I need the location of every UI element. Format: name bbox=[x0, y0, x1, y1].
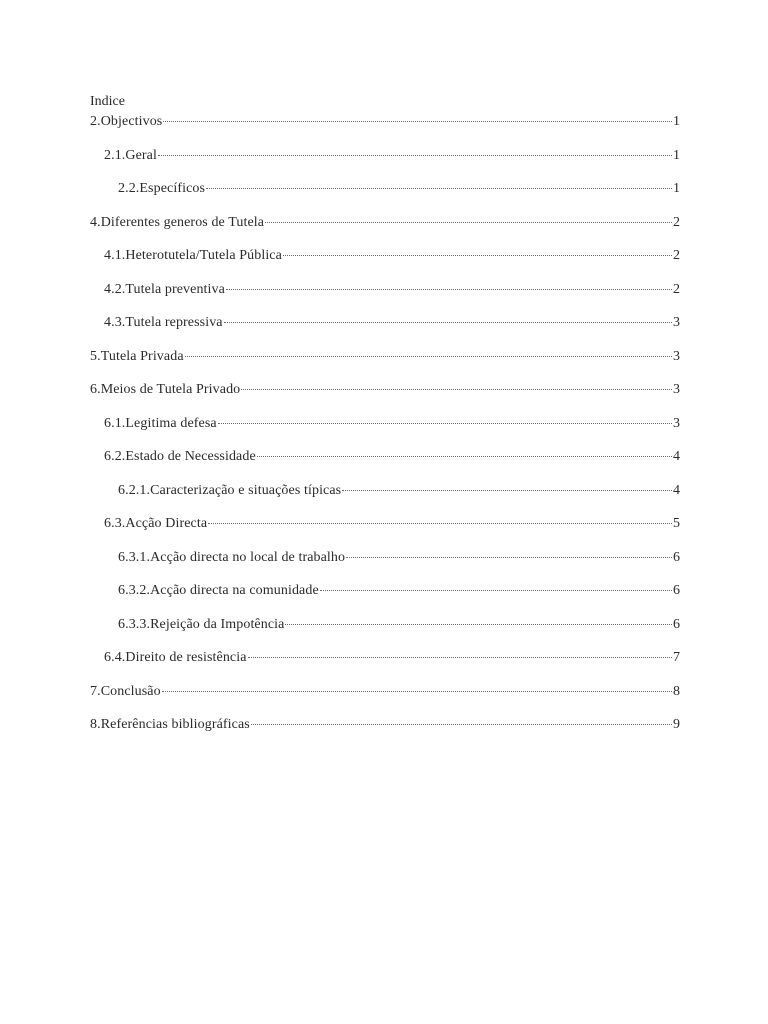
toc-heading: Indice bbox=[90, 94, 125, 109]
toc-entry-label: 7.Conclusão bbox=[90, 683, 161, 699]
toc-entry-page-number: 2 bbox=[673, 214, 680, 230]
toc-entry-page-number: 1 bbox=[673, 114, 680, 129]
toc-entry-16[interactable] bbox=[90, 616, 680, 650]
toc-dot-leader bbox=[224, 322, 672, 323]
toc-entry-label: 6.2.Estado de Necessidade bbox=[104, 449, 256, 464]
toc-entry-label: 8.Referências bibliográficas bbox=[90, 717, 250, 732]
toc-entry-19[interactable] bbox=[90, 716, 680, 750]
toc-entry-page-number: 3 bbox=[673, 415, 680, 431]
toc-entry-label: 6.4.Direito de resistência bbox=[104, 650, 247, 665]
toc-dot-leader bbox=[241, 389, 672, 390]
toc-entry-label: 4.Diferentes generos de Tutela bbox=[90, 214, 265, 230]
toc-dot-leader bbox=[285, 624, 672, 625]
toc-entry-2[interactable] bbox=[90, 147, 680, 181]
toc-entry-page-number: 6 bbox=[673, 549, 680, 565]
toc-dot-leader bbox=[158, 155, 672, 156]
toc-entry-9[interactable] bbox=[90, 381, 680, 415]
toc-dot-leader bbox=[257, 456, 672, 457]
toc-entry-page-number: 9 bbox=[673, 717, 680, 732]
toc-entry-page-number: 2 bbox=[673, 248, 680, 263]
toc-entry-label: 4.1.Heterotutela/Tutela Pública bbox=[104, 248, 282, 263]
toc-entry-page-number: 6 bbox=[673, 616, 680, 632]
toc-entry-label: 5.Tutela Privada bbox=[90, 348, 184, 364]
toc-dot-leader bbox=[218, 423, 672, 424]
toc-entry-label: 6.1.Legitima defesa bbox=[104, 415, 217, 431]
toc-dot-leader bbox=[162, 691, 672, 692]
toc-entry-page-number: 3 bbox=[673, 315, 680, 330]
toc-entry-label: 6.3.Acção Directa bbox=[104, 516, 208, 531]
toc-entry-label: 2.1.Geral bbox=[104, 147, 157, 163]
toc-entry-12[interactable] bbox=[90, 482, 680, 516]
toc-dot-leader bbox=[251, 724, 672, 725]
toc-dot-leader bbox=[283, 255, 672, 256]
toc-dot-leader bbox=[320, 590, 672, 591]
toc-dot-leader bbox=[226, 289, 672, 290]
toc-entry-13[interactable] bbox=[90, 515, 680, 549]
toc-entry-1[interactable] bbox=[90, 113, 680, 147]
toc-entry-4[interactable] bbox=[90, 214, 680, 248]
toc-entry-page-number: 7 bbox=[673, 650, 680, 665]
toc-entry-3[interactable] bbox=[90, 180, 680, 214]
toc-entry-14[interactable] bbox=[90, 549, 680, 583]
toc-entry-label: 4.3.Tutela repressiva bbox=[104, 315, 223, 330]
toc-entry-page-number: 3 bbox=[673, 382, 680, 397]
toc-dot-leader bbox=[342, 490, 672, 491]
toc-entry-page-number: 3 bbox=[673, 348, 680, 364]
toc-entry-label: 2.2.Específicos bbox=[118, 181, 206, 196]
toc-entry-page-number: 6 bbox=[673, 583, 680, 598]
toc-entry-page-number: 4 bbox=[673, 482, 680, 498]
toc-entry-label: 6.Meios de Tutela Privado bbox=[90, 382, 241, 397]
toc-entry-page-number: 2 bbox=[673, 281, 680, 297]
toc-entry-15[interactable] bbox=[90, 582, 680, 616]
toc-entry-18[interactable] bbox=[90, 683, 680, 717]
toc-entry-5[interactable] bbox=[90, 247, 680, 281]
toc-entry-7[interactable] bbox=[90, 314, 680, 348]
toc-entry-page-number: 5 bbox=[673, 516, 680, 531]
toc-entry-label: 6.3.2.Acção directa na comunidade bbox=[118, 583, 319, 598]
toc-entry-label: 6.2.1.Caracterização e situações típicas bbox=[118, 482, 342, 498]
toc-dot-leader bbox=[163, 121, 672, 122]
toc-entry-label: 6.3.3.Rejeição da Impotência bbox=[118, 616, 285, 632]
toc-entry-8[interactable] bbox=[90, 348, 680, 382]
toc-entry-11[interactable] bbox=[90, 448, 680, 482]
toc-entry-page-number: 1 bbox=[673, 181, 680, 196]
toc-entry-label: 6.3.1.Acção directa no local de trabalho bbox=[118, 549, 346, 565]
toc-entry-page-number: 4 bbox=[673, 449, 680, 464]
toc-entry-page-number: 8 bbox=[673, 683, 680, 699]
toc-dot-leader bbox=[248, 657, 672, 658]
toc-entry-label: 2.Objectivos bbox=[90, 114, 163, 129]
toc-dot-leader bbox=[265, 222, 672, 223]
toc-dot-leader bbox=[206, 188, 672, 189]
toc-entry-6[interactable] bbox=[90, 281, 680, 315]
table-of-contents bbox=[90, 113, 680, 750]
toc-entry-17[interactable] bbox=[90, 649, 680, 683]
toc-dot-leader bbox=[208, 523, 672, 524]
toc-dot-leader bbox=[346, 557, 672, 558]
toc-dot-leader bbox=[185, 356, 672, 357]
toc-entry-label: 4.2.Tutela preventiva bbox=[104, 281, 225, 297]
toc-entry-page-number: 1 bbox=[673, 147, 680, 163]
toc-entry-10[interactable] bbox=[90, 415, 680, 449]
